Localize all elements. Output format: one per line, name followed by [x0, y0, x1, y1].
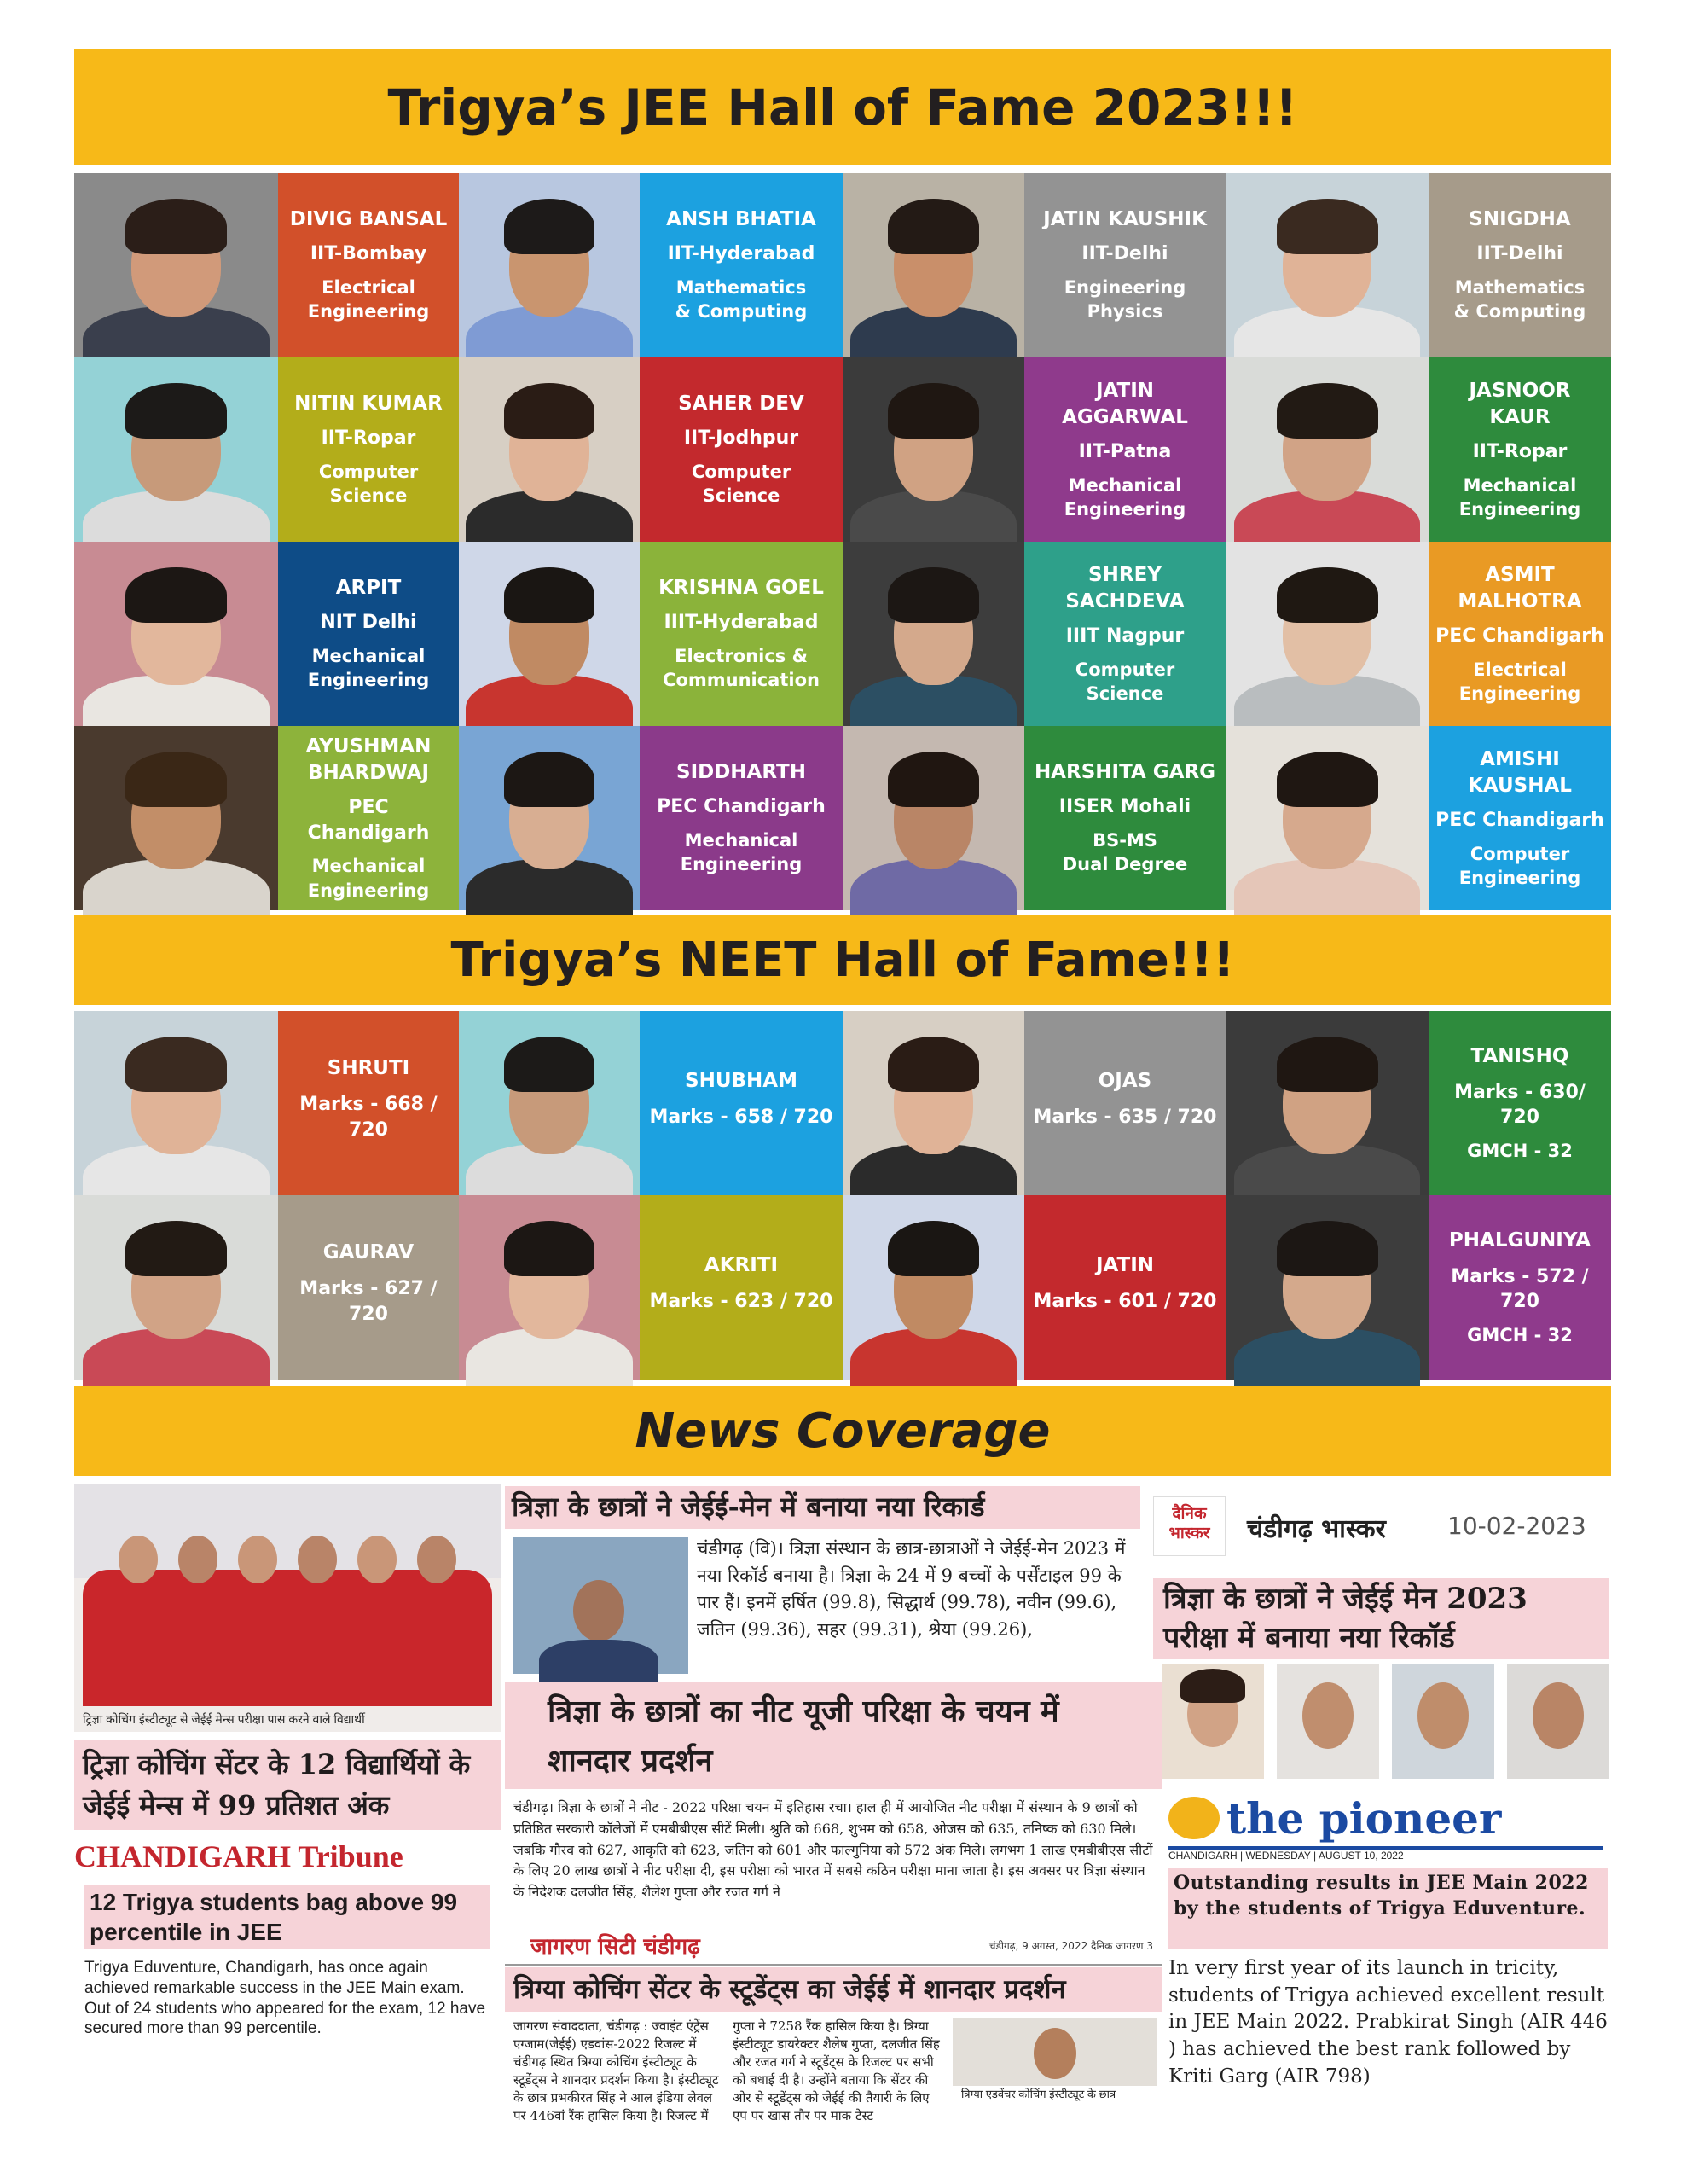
student-college: IISER Mohali — [1058, 796, 1191, 818]
student-branch: Electrical — [322, 277, 415, 299]
jee-student-photo — [843, 173, 1024, 357]
neet-student-card — [278, 1195, 459, 1380]
jee-banner — [74, 49, 1611, 165]
bhaskar-student-photos — [1162, 1664, 1609, 1779]
student-college: IIT-Ropar — [1472, 440, 1568, 462]
jee-student-card — [1024, 542, 1226, 726]
student-name: JASNOOR KAUR — [1469, 379, 1571, 428]
student-name: OJAS — [1098, 1069, 1152, 1092]
pioneer-headline: Outstanding results in JEE Main 2022 by the students of Trigya Eduventure. — [1168, 1868, 1608, 1949]
news-title: News Coverage — [635, 1403, 1051, 1459]
student-marks: Marks - 658 / 720 — [649, 1106, 833, 1128]
neet-student-photo — [843, 1011, 1024, 1195]
hindi-body-3: चंडीगढ़। त्रिज्ञा के छात्रों ने नीट - 2022 परिक्षा चयन में इतिहास रचा। हाल ही में आयोजित नीट परीक्षा में संस्थान के 9 छात्रों को प्रतिष्ठित सरकारी कॉलेजों में एमबीबीएस सीटें मिली। श्रुति को 668, शुभम को 658, ओजस को 635, तनिष्क को 630 मिले। जबकि गौरव को 627, आकृति को 623, जतिन को 601 और फाल्गुनिया को 572 अंक मिले। लगभग 1 लाख एमबीबीएस सीटों के लिए 20 लाख छात्रों ने नीट परीक्षा दी, इस परीक्षा को भारत में सबसे कठिन परीक्षा माना जाता है। इस अवसर पर त्रिज्ञा संस्थान के निदेशक दलजीत सिंह, शैलेश गुप्ता और रजत गर्ग ने — [513, 1798, 1157, 1926]
student-name: AKRITI — [704, 1253, 779, 1276]
jee-student-card — [640, 173, 843, 357]
student-marks: Marks - 635 / 720 — [1033, 1106, 1217, 1128]
group-faces — [108, 1536, 467, 1638]
jee-student-photo — [1226, 357, 1429, 542]
bhaskar-logo: दैनिक भास्कर — [1153, 1496, 1226, 1556]
student-branch: & Computing — [675, 301, 808, 322]
neet-student-photo — [459, 1195, 640, 1380]
student-college: PEC Chandigarh — [1435, 624, 1604, 647]
student-name: JATIN KAUSHIK — [1043, 208, 1207, 231]
student-name: SNIGDHA — [1469, 208, 1571, 231]
student-marks: Marks - 668 / 720 — [299, 1093, 438, 1141]
jee-student-photo — [843, 357, 1024, 542]
tribune-body: Trigya Eduventure, Chandigarh, has once again achieved remarkable success in the JEE Main exam. Out of 24 students who appeared for the exam, 12 have secured more than 99 percentile. — [84, 1958, 494, 2077]
neet-student-card — [640, 1195, 843, 1380]
neet-student-card — [1024, 1195, 1226, 1380]
news-group-photo-clip — [74, 1484, 501, 1732]
jee-student-photo — [74, 173, 278, 357]
student-name: KRISHNA GOEL — [658, 577, 824, 600]
neet-student-card — [1429, 1011, 1611, 1195]
neet-student-photo — [843, 1195, 1024, 1380]
student-branch: Mathematics — [1454, 277, 1586, 299]
student-college: PEC Chandigarh — [1435, 809, 1604, 831]
neet-student-photo — [74, 1011, 278, 1195]
student-branch: Engineering — [1458, 498, 1581, 520]
neet-grid — [74, 1011, 1611, 1380]
neet-student-card — [278, 1011, 459, 1195]
student-college: IIIT-Hyderabad — [664, 612, 819, 634]
student-branch: Computer — [1470, 843, 1570, 864]
jagran-student-photo — [953, 2018, 1157, 2086]
student-college: PEC Chandigarh — [657, 796, 826, 818]
student-branch: Science — [702, 485, 780, 507]
student-branch: Mechanical — [684, 830, 798, 851]
jee-student-card — [1429, 173, 1611, 357]
student-branch: Communication — [663, 670, 820, 691]
student-name: ANSH BHATIA — [666, 208, 816, 231]
student-name: ASMIT MALHOTRA — [1458, 563, 1582, 613]
student-branch: Engineering — [1064, 277, 1186, 299]
student-branch: Mechanical — [1068, 474, 1182, 496]
neet-student-photo — [1226, 1011, 1429, 1195]
hindi-headline-1: ट्रिज्ञा कोचिंग सेंटर के 12 विद्यार्थियों के जेईई मेन्स में 99 प्रतिशत अंक — [74, 1740, 501, 1830]
student-branch: & Computing — [1453, 301, 1586, 322]
neet-student-photo — [459, 1011, 640, 1195]
student-branch: Computer — [1075, 659, 1175, 680]
student-photo — [513, 1537, 688, 1674]
student-branch: Electrical — [1473, 659, 1567, 680]
student-college: IIT-Bombay — [310, 243, 427, 265]
bhaskar-masthead — [1153, 1493, 1611, 1561]
jee-student-photo — [843, 542, 1024, 726]
bhaskar-headline: त्रिज्ञा के छात्रों ने जेईई मेन 2023 परीक्षा में बनाया नया रिकॉर्ड — [1153, 1578, 1609, 1659]
student-college: IIT-Delhi — [1476, 243, 1563, 265]
neet-banner — [74, 915, 1611, 1005]
jagran-caption: त्रिग्या एडवेंचर कोचिंग इंस्टीट्यूट के छात्र — [961, 2086, 1157, 2101]
student-branch: Engineering — [680, 854, 803, 875]
student-branch: Science — [1086, 682, 1164, 704]
jee-student-card — [278, 357, 459, 542]
student-name: DIVIG BANSAL — [289, 208, 448, 231]
jee-student-photo — [459, 173, 640, 357]
bhaskar-date: 10-02-2023 — [1447, 1512, 1586, 1540]
student-marks: Marks - 623 / 720 — [649, 1290, 833, 1312]
student-name: AMISHI KAUSHAL — [1468, 747, 1572, 797]
jee-student-card — [1024, 357, 1226, 542]
student-college: IIT-Ropar — [321, 427, 416, 450]
student-name: JATIN — [1095, 1253, 1155, 1276]
neet-student-card — [1024, 1011, 1226, 1195]
student-branch: Mathematics — [675, 277, 807, 299]
student-branch: Engineering — [307, 670, 430, 691]
student-name: SHUBHAM — [685, 1069, 797, 1092]
bhaskar-city: चंडीगढ़ भास्कर — [1247, 1514, 1386, 1544]
jee-student-photo — [1226, 726, 1429, 910]
student-branch: Engineering — [1064, 498, 1186, 520]
student-name: SAHER DEV — [678, 392, 804, 415]
student-name: PHALGUNIYA — [1448, 1228, 1591, 1252]
student-branch: Dual Degree — [1062, 854, 1188, 875]
student-name: TANISHQ — [1470, 1044, 1569, 1067]
jagran-masthead — [505, 1930, 1162, 1966]
jee-student-photo — [1226, 173, 1429, 357]
student-name: SHRUTI — [327, 1056, 410, 1079]
student-marks: Marks - 630/ 720 — [1454, 1081, 1586, 1129]
jee-grid — [74, 173, 1611, 910]
pioneer-dateline: CHANDIGARH | WEDNESDAY | AUGUST 10, 2022 — [1168, 1850, 1603, 1865]
student-marks: Marks - 627 / 720 — [299, 1277, 438, 1325]
student-college: PEC Chandigarh — [307, 797, 430, 844]
jee-student-card — [1429, 357, 1611, 542]
hindi-headline-3: त्रिज्ञा के छात्रों का नीट यूजी परिक्षा के चयन में शानदार प्रदर्शन — [505, 1682, 1162, 1789]
student-name: SIDDHARTH — [676, 761, 806, 784]
tribune-headline: 12 Trigya students bag above 99 percentile in JEE — [84, 1885, 490, 1949]
student-branch: Engineering — [307, 880, 430, 901]
student-marks: Marks - 572 / 720 — [1451, 1265, 1589, 1313]
jagran-body-1: जागरण संवाददाता, चंडीगढ़ : ज्वाइंट एंट्रेंस एग्जाम(जेईई) एडवांस-2022 रिजल्ट में चंडीगढ़ स्थित त्रिग्या कोचिंग इंस्टीट्यूट के स्टूडेंट्स ने शानदार प्रदर्शन किया है। इंस्टीट्यूट के छात्र प्रभकीरत सिंह ने आल इंडिया लेवल पर 446वां रैंक हासिल किया है। रिजल्ट में — [513, 2018, 727, 2103]
student-branch: Physics — [1087, 301, 1163, 322]
jee-student-photo — [459, 726, 640, 910]
student-name: JATIN AGGARWAL — [1062, 379, 1188, 428]
student-college: IIT-Hyderabad — [667, 243, 815, 265]
student-branch: Mechanical — [311, 646, 426, 667]
student-branch: Computer — [691, 462, 791, 483]
student-branch: Electronics & — [675, 646, 808, 667]
jee-student-card — [278, 542, 459, 726]
student-branch: Science — [329, 485, 408, 507]
student-branch: Mechanical — [311, 856, 426, 877]
student-branch: Mechanical — [1463, 474, 1577, 496]
student-name: NITIN KUMAR — [294, 392, 443, 415]
neet-title: Trigya’s NEET Hall of Fame!!! — [450, 932, 1235, 988]
jee-student-photo — [74, 726, 278, 910]
pioneer-logo: the pioneer — [1226, 1793, 1502, 1844]
pioneer-body: In very first year of its launch in tricity, students of Trigya achieved excellent result in JEE Main 2022. Prabkirat Singh (AIR 446 ) has achieved the best rank followed by Kriti Garg (AIR 798) — [1168, 1955, 1608, 2096]
student-name: HARSHITA GARG — [1034, 761, 1216, 784]
student-branch: Computer — [318, 462, 419, 483]
student-name: AYUSHMAN BHARDWAJ — [305, 735, 432, 784]
jagran-body-2: गुप्ता ने 7258 रैंक हासिल किया है। त्रिग्या इंस्टीट्यूट डायरेक्टर शैलेष गुप्ता, दलजीत सिंह और रजत गर्ग ने स्टूडेंट्स के रिजल्ट पर सभी को बधाई दी है। उन्होंने बताया कि सेंटर की ओर से स्टूडेंट्स को जेईई की तैयारी के लिए एप पर खास तौर पर माक टेस्ट — [733, 2018, 942, 2103]
hindi-body-2: चंडीगढ़ (वि)। त्रिज्ञा संस्थान के छात्र-छात्राओं ने जेईई-मेन 2023 में नया रिकॉर्ड बनाया है। त्रिज्ञा के 24 में 9 बच्चों के पर्सेंटाइल 99 के पार हैं। इनमें हर्षित (99.8), सिद्धार्थ (99.78), नवीन (99.6), जतिन (99.36), सहर (99.31), श्रेया (99.26), — [697, 1536, 1140, 1681]
student-name: ARPIT — [335, 577, 402, 600]
jee-student-card — [1024, 173, 1226, 357]
student-branch: Engineering — [307, 301, 430, 322]
jee-student-photo — [459, 357, 640, 542]
jagran-date: चंडीगढ़, 9 अगस्त, 2022 दैनिक जागरण 3 — [988, 1940, 1153, 1952]
jagran-logo: जागरण सिटी चंडीगढ़ — [530, 1934, 700, 1960]
jee-student-photo — [459, 542, 640, 726]
student-branch: Engineering — [1458, 682, 1581, 704]
neet-student-card — [1429, 1195, 1611, 1380]
neet-student-photo — [1226, 1195, 1429, 1380]
tribune-masthead — [74, 1838, 501, 1881]
student-college: GMCH - 32 — [1467, 1325, 1573, 1346]
neet-student-card — [640, 1011, 843, 1195]
student-college: IIT-Patna — [1078, 440, 1172, 462]
student-marks: Marks - 601 / 720 — [1033, 1290, 1217, 1312]
student-college: IIIT Nagpur — [1065, 624, 1185, 647]
group-photo-caption: ट्रिज्ञा कोचिंग इंस्टीट्यूट से जेईई मेन्स परीक्षा पास करने वाले विद्यार्थी — [83, 1712, 365, 1726]
student-name: SHREY SACHDEVA — [1065, 563, 1185, 613]
jee-student-photo — [1226, 542, 1429, 726]
jee-student-photo — [843, 726, 1024, 910]
student-college: IIT-Delhi — [1081, 243, 1168, 265]
jagran-headline: त्रिग्या कोचिंग सेंटर के स्टूडेंट्स का जेईई में शानदार प्रदर्शन — [505, 1967, 1162, 2012]
pioneer-bird-icon — [1168, 1797, 1220, 1839]
tribune-logo: CHANDIGARH Tribune — [74, 1839, 403, 1873]
jee-student-card — [1429, 726, 1611, 910]
student-college: GMCH - 32 — [1467, 1141, 1573, 1162]
jee-student-card — [640, 726, 843, 910]
jee-student-card — [1429, 542, 1611, 726]
neet-student-photo — [74, 1195, 278, 1380]
jee-student-card — [278, 173, 459, 357]
jee-student-card — [640, 542, 843, 726]
student-college: NIT Delhi — [320, 612, 417, 634]
student-college: IIT-Jodhpur — [683, 427, 799, 450]
jee-student-card — [1024, 726, 1226, 910]
jee-student-card — [278, 726, 459, 910]
news-collage — [74, 1484, 1611, 2123]
student-branch: BS-MS — [1093, 830, 1157, 851]
jee-title: Trigya’s JEE Hall of Fame 2023!!! — [387, 78, 1298, 136]
jee-student-photo — [74, 357, 278, 542]
pioneer-masthead — [1168, 1793, 1603, 1850]
jee-student-card — [640, 357, 843, 542]
hindi-headline-2: त्रिज्ञा के छात्रों ने जेईई-मेन में बनाया नया रिकार्ड — [505, 1486, 1140, 1529]
student-branch: Engineering — [1458, 867, 1581, 888]
news-banner — [74, 1386, 1611, 1476]
student-name: GAURAV — [322, 1240, 415, 1263]
jee-student-photo — [74, 542, 278, 726]
